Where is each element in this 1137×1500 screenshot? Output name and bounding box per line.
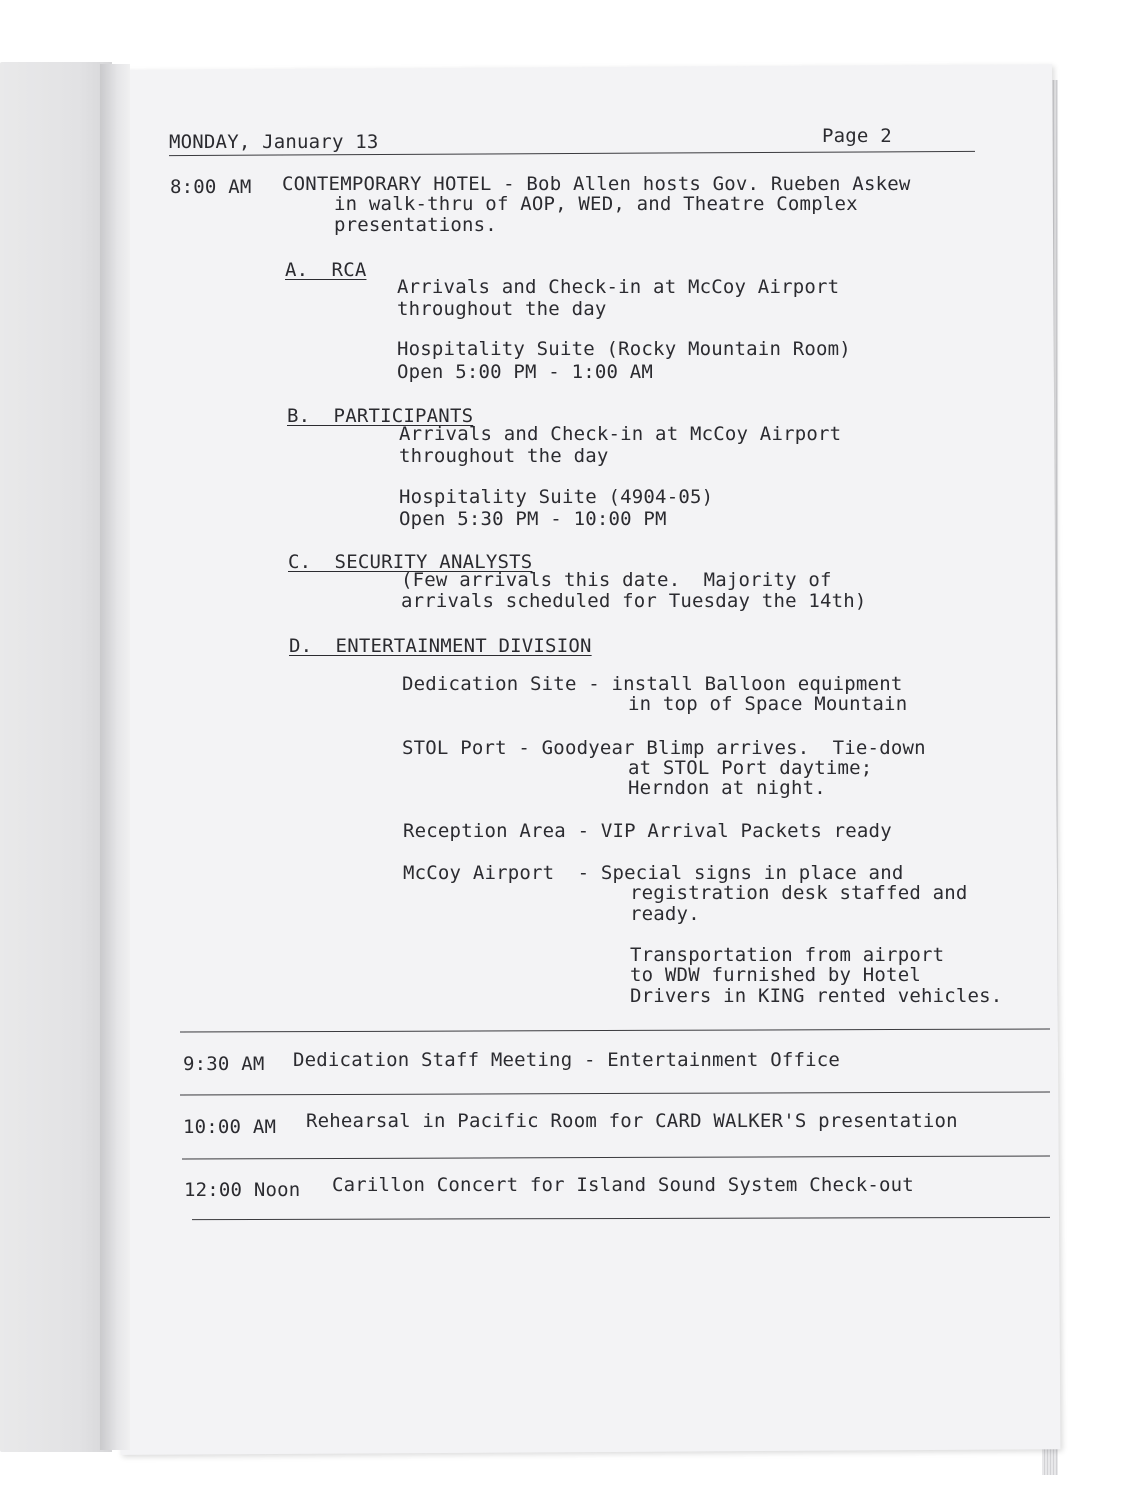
entry-8am-line-2: in walk-thru of AOP, WED, and Theatre Complex <box>334 193 858 215</box>
section-d-mccoy-line2: registration desk staffed and <box>630 882 968 904</box>
section-d-transport-line3: Drivers in KING rented vehicles. <box>630 985 1003 1007</box>
entry-8am-line-1: CONTEMPORARY HOTEL - Bob Allen hosts Gov. Rueben Askew <box>282 173 911 195</box>
section-a-heading: A. RCA <box>285 259 367 281</box>
section-a-item2-line2: Open 5:00 PM - 1:00 AM <box>397 361 654 383</box>
section-c-line-2: arrivals scheduled for Tuesday the 14th) <box>401 590 867 612</box>
section-d-dedication-line1: Dedication Site - install Balloon equipment <box>402 673 903 695</box>
section-c-line-1: (Few arrivals this date. Majority of <box>401 569 832 591</box>
section-a-item1-line2: throughout the day <box>397 298 607 320</box>
header-page-number: Page 2 <box>822 125 892 147</box>
section-c-heading: C. SECURITY ANALYSTS <box>288 551 533 573</box>
section-d-stol-line3: Herndon at night. <box>628 777 826 799</box>
left-page <box>0 62 112 1452</box>
header-date: MONDAY, January 13 <box>169 131 379 153</box>
entry-1000-time: 10:00 AM <box>183 1116 277 1138</box>
entry-8am-line-3: presentations. <box>334 214 497 236</box>
entry-8am-time: 8:00 AM <box>170 176 252 198</box>
section-d-dedication-line2: in top of Space Mountain <box>628 693 908 715</box>
section-d-transport-line2: to WDW furnished by Hotel <box>630 964 921 986</box>
section-a-item1-line1: Arrivals and Check-in at McCoy Airport <box>397 276 840 298</box>
section-d-reception: Reception Area - VIP Arrival Packets ready <box>403 820 892 842</box>
section-b-item2-line2: Open 5:30 PM - 10:00 PM <box>399 508 667 530</box>
section-d-stol-line1: STOL Port - Goodyear Blimp arrives. Tie-down <box>402 737 926 759</box>
section-b-item1-line1: Arrivals and Check-in at McCoy Airport <box>399 423 842 445</box>
entry-930-text: Dedication Staff Meeting - Entertainment Office <box>293 1049 841 1071</box>
section-b-heading: B. PARTICIPANTS <box>287 405 474 427</box>
section-d-heading: D. ENTERTAINMENT DIVISION <box>289 635 592 657</box>
section-b-item1-line2: throughout the day <box>399 445 609 467</box>
entry-1000-text: Rehearsal in Pacific Room for CARD WALKER'S presentation <box>306 1110 958 1132</box>
entry-1200-time: 12:00 Noon <box>184 1179 301 1201</box>
binding-gutter <box>100 64 130 1450</box>
section-d-stol-line2: at STOL Port daytime; <box>628 757 873 779</box>
section-b-item2-line1: Hospitality Suite (4904-05) <box>399 486 714 508</box>
section-a-item2-line1: Hospitality Suite (Rocky Mountain Room) <box>397 338 851 360</box>
entry-930-time: 9:30 AM <box>183 1053 265 1075</box>
section-d-transport-line1: Transportation from airport <box>630 944 945 966</box>
section-d-mccoy-line1: McCoy Airport - Special signs in place and <box>403 862 904 884</box>
section-d-mccoy-line3: ready. <box>630 903 700 925</box>
entry-1200-text: Carillon Concert for Island Sound System Check-out <box>332 1174 914 1196</box>
